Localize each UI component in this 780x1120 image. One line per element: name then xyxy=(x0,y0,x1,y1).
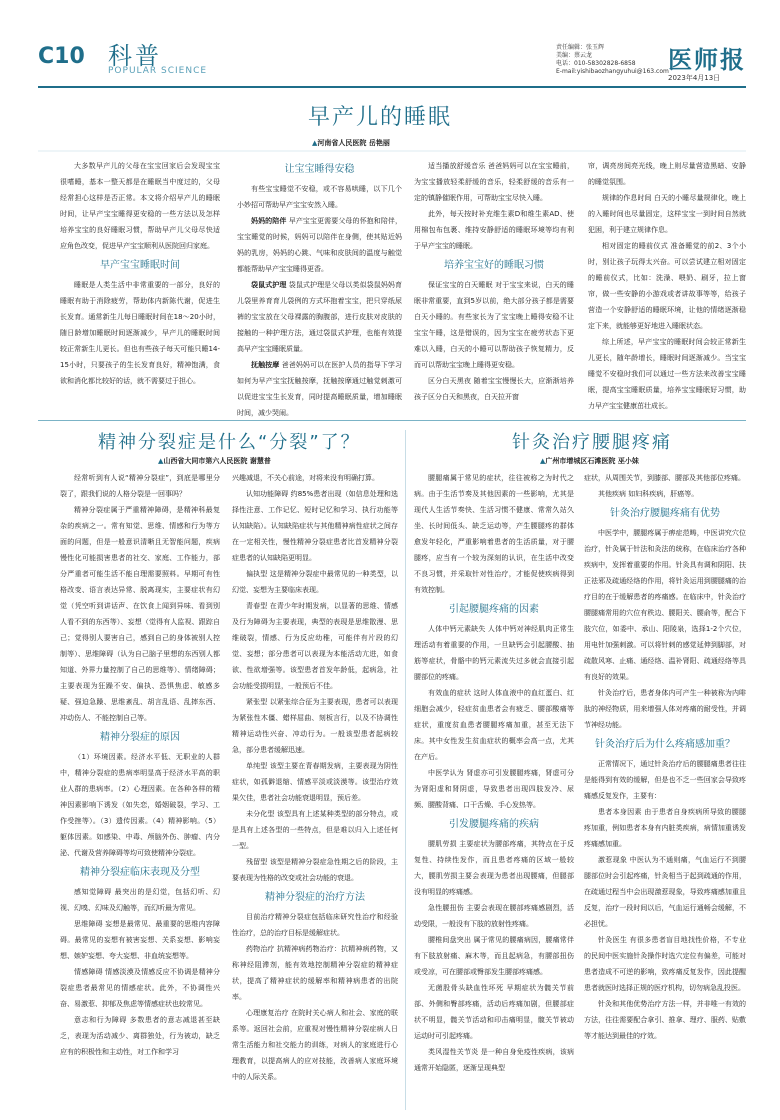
article3-paragraph: 腰肌劳损 主要症状为腰部疼痛，其特点在于反复性、持续性发作，而且患者疼痛的区域一般较大，腰肌劳损主要会表现为患者出现腰痛，但腿部没有明显的疼痛感。 xyxy=(414,840,574,896)
editor-credits xyxy=(556,44,669,76)
article2-paragraph: 目前治疗精神分裂症包括临床研究性治疗和经验性治疗，总的治疗目标是缓解症状。 xyxy=(232,913,398,937)
credit-editor: 责任编辑：张玉辉 xyxy=(556,44,605,51)
article3-author: ▲广州市增城区石滩医院 巫小妹 xyxy=(540,457,639,465)
credit-phone: 电话：010-58302828-6858 xyxy=(556,60,636,67)
article3-heading-factors: 引起腰腿疼痛的因素 xyxy=(449,604,539,615)
section-title: 科普 xyxy=(108,42,162,70)
article3-paragraph: 针灸治疗后，患者身体内可产生一种被称为内啡肽的神经物质，用来增强人体对疼痛的耐受性，并调节神经功能。 xyxy=(584,689,746,729)
article3-paragraph: 正常情况下，通过针灸治疗后的腰腿痛患者往往是能得到有效的缓解，但是也不乏一些回家会导致疼痛感反复发作，主要有： xyxy=(584,760,746,800)
article2-paragraph: 经常听到有人说“精神分裂症”，到底是哪里分裂了，跟我们说的人格分裂是一回事吗？ xyxy=(60,474,220,498)
article3-col2 xyxy=(584,470,746,1110)
article2-paragraph: 残留型 该型是精神分裂症急性期之后的阶段，主要表现为性格的改变或社会功能的衰退。 xyxy=(232,858,398,882)
article2-paragraph: 意志和行为障碍 多数患者的意志减退甚至缺乏，表现为活动减少、离群独处，行为被动，缺乏应有的积极性和主动性，对工作和学习 xyxy=(60,1016,220,1056)
article1-col2 xyxy=(237,158,403,417)
article1-top-band xyxy=(38,150,746,152)
article1-paragraph: 袋鼠式护理 袋鼠式护理是父母以类似袋鼠妈妈育儿袋里养育育儿袋例的方式环抱着宝宝，把只穿纸尿裤的宝宝放在父母裸露的胸腹部，进行皮肤对皮肤的接触的一种护理方法，通过袋鼠式护理，也能有效提高早产宝宝睡眠质量。 xyxy=(237,281,402,353)
article1-paragraph: 规律的作息时间 白天的小睡尽量规律化，晚上的入睡时间也尽量固定，这样宝宝一到时间自然就犯困，利于建立规律作息。 xyxy=(588,194,746,234)
article3-paragraph: 针灸和其他优势治疗方法一样，并非唯一有效的方法，往往需要配合拿引、推拿、理疗、服药、贴敷等才能达到最佳的疗效。 xyxy=(584,1000,746,1040)
article2-heading-treatment: 精神分裂症的治疗方法 xyxy=(265,892,365,903)
article2-paragraph: （1）环境因素。经济水平低、无职业的人群中，精神分裂症的患病率明显高于经济水平高的职业人群的患病率。（2）心理因素。在各种各样的精神因素影响下诱发（如失恋，婚姻破裂，学习、工作受挫等）。（3）遗传因素。（4）精神影响。（5）躯体因素。如感染、中毒、颅脑外伤、肿瘤、内分泌、代谢及营养障碍等均可致使精神分裂症。 xyxy=(60,753,220,857)
article3-paragraph: 腰椎间盘突出 属于常见的腰痛病因，腰痛常伴有下肢放射痛、麻木等，而且起病急，有腰部扭伤或受凉，可在腰部或臀部发生腰部疼痛感。 xyxy=(414,936,574,976)
article1-paragraph: 妈妈的陪伴 早产宝宝更需要父母的怀抱和陪伴，宝宝睡觉的时候，妈妈可以陪伴在身侧，使其贴近妈妈的乳房，妈妈的心跳、气味和皮肤间的温度与触觉都能帮助早产宝宝睡得更香。 xyxy=(237,217,402,273)
article2-heading-causes: 精神分裂症的原因 xyxy=(100,732,180,743)
section-subtitle: POPULAR SCIENCE xyxy=(108,66,208,76)
article2-paragraph: 偏执型 这是精神分裂症中最常见的一种类型，以幻觉、妄想为主要临床表现。 xyxy=(232,570,398,594)
article3-paragraph: 有效血的症状 这时人体血液中的血红蛋白、红细胞会减少，轻症贫血患者会有疲乏、腰部酸痛等症状，重度贫血患者腰腿疼痛加重，甚至无法下床。其中女性发生贫血症状的概率会高一点，尤其在产后。 xyxy=(414,689,574,761)
column-separator xyxy=(405,430,406,1110)
article2-paragraph: 未分化型 该型具有上述某种类型的部分特点，或是具有上述各型的一些特点，但是难以归入上述任何一型。 xyxy=(232,810,398,850)
article3-heading-pain-increase: 针灸治疗后为什么疼痛感加重？ xyxy=(595,739,735,750)
article2-paragraph: 紧张型 以紧张综合征为主要表现，患者可以表现为紧张性木僵、蜡样屈曲、刻板言行，以及不协调性精神运动性兴奋、冲动行为。一般该型患者起病较急，部分患者缓解迅速。 xyxy=(232,698,398,754)
article1-title: 早产儿的睡眠 xyxy=(308,105,453,130)
section-divider xyxy=(38,420,746,421)
article2-author: ▲山西省大同市第六人民医院 谢慧普 xyxy=(158,457,271,465)
article1-heading-habits: 培养宝宝好的睡眠习惯 xyxy=(444,260,544,271)
article2-paragraph: 精神分裂症属于严重精神障碍，是精神科最复杂的疾病之一。常有知觉、思维、情感和行为等方面的问题，但是一般意识清晰且无智能问题，疾病慢性化可能损害患者的社交、家庭、工作能力，部分严重者可能生活不能自理需要照料。早期可有性格改变、语言表达异常、脱离现实，主要症状有幻觉（凭空听到讲话声、在饮食上闻到异味、看到别人看不到的东西等）、妄想（觉得有人监视、跟踪自己；觉得别人要害自己，感到自己的身体被别人控制等）、思维障碍（认为自己脑子里想的东西别人都知道、外界力量控制了自己的思维等）、情绪障碍；主要表现为狂躁不安、偏执、恐惧焦虑、敏感多疑、强迫急躁、思维紊乱、胡言乱语、乱摔东西、冲动伤人、不能控制自己等。 xyxy=(60,506,220,722)
article3-paragraph: 类风湿性关节炎 是一种自身免疫性疾病，该病通常开始隐匿，逐渐呈现典型 xyxy=(414,1048,574,1072)
article3-paragraph: 腰腿痛属于常见的症状，往往被称之为时代之病。由于生活节奏及其他因素的一些影响，尤其是现代人生活节奏快、生活习惯不健康、常常久站久坐、长时间低头、缺乏运动等，产生腰腿疼的群体愈发年轻化，严重影响着患者的生活质量，对于腰腿疼，应当有一个较为深刻的认识，在生活中改变不良习惯，并采取针对性治疗，才能促使疾病得到有效控制。 xyxy=(414,474,574,594)
article1-paragraph: 睡眠是人类生活中非常重要的一部分，良好的睡眠有助于消除疲劳，帮助体内新陈代谢，促进生长发育。通常新生儿每日睡眠时间在18～20小时，随日龄增加睡眠时间逐渐减少，早产儿的睡眠时间较正常新生儿更长。但也有些孩子每天可能只睡14-15小时，只要孩子的生长发育良好，精神饱满，食欲和消化都比较好的话，就不需要过于担心。 xyxy=(60,281,220,385)
article3-title: 针灸治疗腰腿疼痛 xyxy=(512,432,672,453)
article2-heading-symptoms: 精神分裂症临床表现及分型 xyxy=(80,867,200,878)
article1-paragraph: 此外，每天按时补充维生素D和维生素AD、使用棉包布包裹、维持安静舒适的睡眠环境等均有利于早产宝宝的睡眠。 xyxy=(414,210,574,250)
article2-paragraph: 思维障碍 妄想是最常见、最重要的思维内容障碍。最常见的妄想有被害妄想、关系妄想、影响妄想、嫉妒妄想、夸大妄想、非血统妄想等。 xyxy=(60,920,220,960)
article2-paragraph: 兴趣减退，不关心前途，对将来没有明确打算。 xyxy=(232,474,379,482)
article1-author: ▲河南省人民医院 岳艳丽 xyxy=(312,139,390,147)
article1-paragraph: 相对固定的睡前仪式 准备睡觉的前2、3个小时，别让孩子玩得太兴奋。可以尝试建立相对固定的睡前仪式，比如：洗澡、喂奶、刷牙，拉上窗帘，做一些安静的小游戏或者讲故事等等，给孩子营造一个安静舒适的睡眠环境，让他的情绪逐渐稳定下来，就能够更好地进入睡眠状态。 xyxy=(588,242,746,330)
article1-intro: 大多数早产儿的父母在宝宝回家后会发现宝宝很嗜睡，基本一整天都是在睡眠当中度过的，父母经常担心这样是否正常。本文将介绍早产儿的睡眠时间，让早产宝宝睡得更安稳的一些方法以及怎样培养宝宝的良好睡眠习惯，帮助早产儿父母尽快适应角色改变，促进早产宝宝顺利从医院回归家庭。 xyxy=(60,162,220,250)
article1-paragraph: 抚触按摩 爸爸妈妈可以在医护人员的指导下学习如何为早产宝宝抚触按摩，抚触按摩通过触觉刺激可以促进宝宝生长发育，同时提高睡眠质量，增加睡眠时间，减少哭闹。 xyxy=(237,361,403,417)
article2-col1 xyxy=(60,470,220,1110)
article3-heading-diseases: 引发腰腿疼痛的疾病 xyxy=(449,819,539,830)
article1-heading-sleep-well: 让宝宝睡得安稳 xyxy=(284,164,355,175)
article3-paragraph: 中医学中，腰腿疼属于痹症范畴，中医讲究穴位治疗，针灸属于针法和灸法的统称，在临床治疗各种疾病中，发挥着重要的作用。针灸具有调和阴阳、扶正祛邪及疏通经络的作用，将针灸运用到腰腿痛的治疗目的在于缓解患者的疼痛感。在临床中，针灸治疗腰腿痛常用的穴位有秩边、腰阳关、腰俞等，配合下肢穴位，如委中、承山、阳陵泉，选择1-2个穴位，用电针加强刺激。可以将针刺的感觉延伸到脚部，对疏散风寒、止痛、通经络、温补肾阳、疏通经络等具有良好的效果。 xyxy=(584,529,746,681)
article3-paragraph: 患者本身因素 由于患者自身疾病所导致的腰腿疼加重，例如患者本身有内脏类疾病，病情加重诱发疼痛感加重。 xyxy=(584,808,746,848)
article3-paragraph: 无菌股骨头缺血性坏死 早期症状为髋关节前部、外侧和臀部疼痛，活动后疼痛加剧，但腰部症状不明显，髋关节活动和印击痛明显，髋关节被动运动时可引起疼痛。 xyxy=(414,984,574,1040)
article2-paragraph: 药物治疗 抗精神病药物治疗：抗精神病药物，又称神经阻滞剂，能有效地控制精神分裂症的精神症状，提高了精神症状的缓解率和精神病患者的出院率。 xyxy=(232,945,398,1001)
article2-paragraph: 感知觉障碍 最突出的是幻觉，包括幻听、幻视、幻嗅、幻味及幻触等，而幻听最为常见。 xyxy=(60,888,220,912)
article1-paragraph: 综上所述，早产宝宝的睡眠时间会较正常新生儿更长，随年龄增长，睡眠时间逐渐减少。当宝宝睡觉不安稳时我们可以通过一些方法来改善宝宝睡眠，提高宝宝睡眠质量，培养宝宝睡眠好习惯，助力早产宝宝健康茁壮成长。 xyxy=(588,338,746,410)
article2-paragraph: 认知功能障碍 约85%患者出现（如信息处理和选择性注意、工作记忆、短时记忆和学习、执行功能等认知缺陷）。认知缺陷症状与其他精神病性症状之间存在一定相关性，慢性精神分裂症患者比首发精神分裂症患者的认知缺陷更明显。 xyxy=(232,490,398,562)
credit-designer: 美编：蔡云龙 xyxy=(556,52,593,59)
article3-paragraph: 其他疾病 如妇科疾病，肝癌等。 xyxy=(598,490,699,498)
article1-heading-sleep-time: 早产宝宝睡眠时间 xyxy=(100,260,180,271)
article1-paragraph: 区分白天黑夜 随着宝宝慢慢长大，应渐渐培养孩子区分白天和黑夜，白天拉开窗 xyxy=(414,377,574,401)
article2-paragraph: 单纯型 该型主要在青春期发病，主要表现为阴性症状，如孤僻退缩、情感平淡或淡漠等。该型治疗效果欠佳，患者社会功能衰退明显，预后差。 xyxy=(232,762,398,802)
article1-col1 xyxy=(60,158,220,385)
article3-col1 xyxy=(414,470,574,1110)
article3-paragraph: 急性腰扭伤 主要会表现在腰部疼痛感剧烈，活动受限，一般没有下肢的放射性疼痛。 xyxy=(414,904,574,928)
article3-paragraph: 症状，从周围关节，到膝部、腰部及其他部位疼痛。 xyxy=(584,474,745,482)
article2-paragraph: 心理康复治疗 在院时关心病人和社会、家庭的联系等。返回社会前，应重视对慢性精神分裂症病人日常生活能力和社交能力的训练，对病人的家庭进行心理教育，以提高病人的应对技能，改善病人家庭环境中的人际关系。 xyxy=(232,1009,398,1081)
article3-heading-advantages: 针灸治疗腰腿疼痛有优势 xyxy=(610,508,720,519)
article1-paragraph: 有些宝宝睡觉不安稳，或不容易哄睡，以下几个小妙招可帮助早产宝宝安然入睡。 xyxy=(237,185,402,209)
header-rule xyxy=(38,86,746,88)
credit-email: E-mail:yishibaozhangyuhui@163.com xyxy=(556,68,669,75)
article3-paragraph: 中医学认为 肾虚亦可引发腰腿疼痛，肾虚可分为肾阳虚和肾阴虚，导致患者出现四肢发冷、尿频、腰酸背痛、口干舌燥、手心发热等。 xyxy=(414,769,574,809)
article3-paragraph: 针灸医生 有很多患者盲目地找性价格，不专业的民间中医实施针灸操作时选穴定位有偏差，可能对患者造成不可逆的影响，致疼痛反复发作，因此提醒患者就医时选择正规的医疗机构，切勿病急乱投医。 xyxy=(584,936,746,992)
article3-paragraph: 人体中钙元素缺失 人体中钙对神经肌肉正常生理活动有着重要的作用，一旦缺钙会引起腰酸、抽筋等症状，骨骼中的钙元素流失过多就会直接引起腰部位的疼痛。 xyxy=(414,625,574,681)
article2-col2 xyxy=(232,470,398,1110)
article2-title: 精神分裂症是什么“分裂”了？ xyxy=(98,432,361,453)
article1-paragraph: 适当播放舒缓音乐 爸爸妈妈可以在宝宝睡前，为宝宝播放轻柔舒缓的音乐，轻柔舒缓的音乐有一定的镇静催眠作用，可帮助宝宝尽快入睡。 xyxy=(414,162,574,202)
issue-date: 2023年4月13日 xyxy=(668,74,721,82)
article1-col3 xyxy=(414,158,574,401)
article1-paragraph: 保证宝宝的白天睡眠 对于宝宝来说，白天的睡眠非常重要，直到5岁以前，绝大部分孩子都是需要白天小睡的。有些家长为了宝宝晚上睡得安稳不让宝宝午睡，这是错误的，因为宝宝在疲劳状态下更难以入睡，白天的小睡可以帮助孩子恢复精力，反而可以帮助宝宝晚上睡得更安稳。 xyxy=(414,281,574,369)
article1-paragraph: 帘，调亮房间亮光线，晚上则尽量营造黑暗、安静的睡觉氛围。 xyxy=(588,162,746,186)
article3-paragraph: 激惹现象 中医认为不通则痛，气血运行不到腰腿部位时会引起疼痛，针灸相当于起到疏通的作用，在疏通过程当中会出现激惹现象，导致疼痛感加重且反复，治疗一段时间以后，气血运行通畅会缓解，不必担忧。 xyxy=(584,856,746,928)
page-number: C10 xyxy=(38,44,85,69)
newspaper-brand: 医师报 xyxy=(668,46,746,74)
article2-paragraph: 青春型 在青少年时期发病，以显著的思维、情感及行为障碍为主要表现，典型的表现是思维散漫、思维破裂，情感、行为反应幼稚，可能伴有片段的幻觉、妄想；部分患者可以表现为本能活动亢进，如食欲、性欲增强等。该型患者首发年龄低，起病急，社会功能受损明显，一般预后不佳。 xyxy=(232,602,398,690)
article1-col4 xyxy=(588,158,746,410)
article2-paragraph: 情感障碍 情感淡漠及情感反应不协调是精神分裂症患者最常见的情感症状。此外，不协调性兴奋、易激惹、抑郁及焦虑等情感症状也较常见。 xyxy=(60,968,220,1008)
